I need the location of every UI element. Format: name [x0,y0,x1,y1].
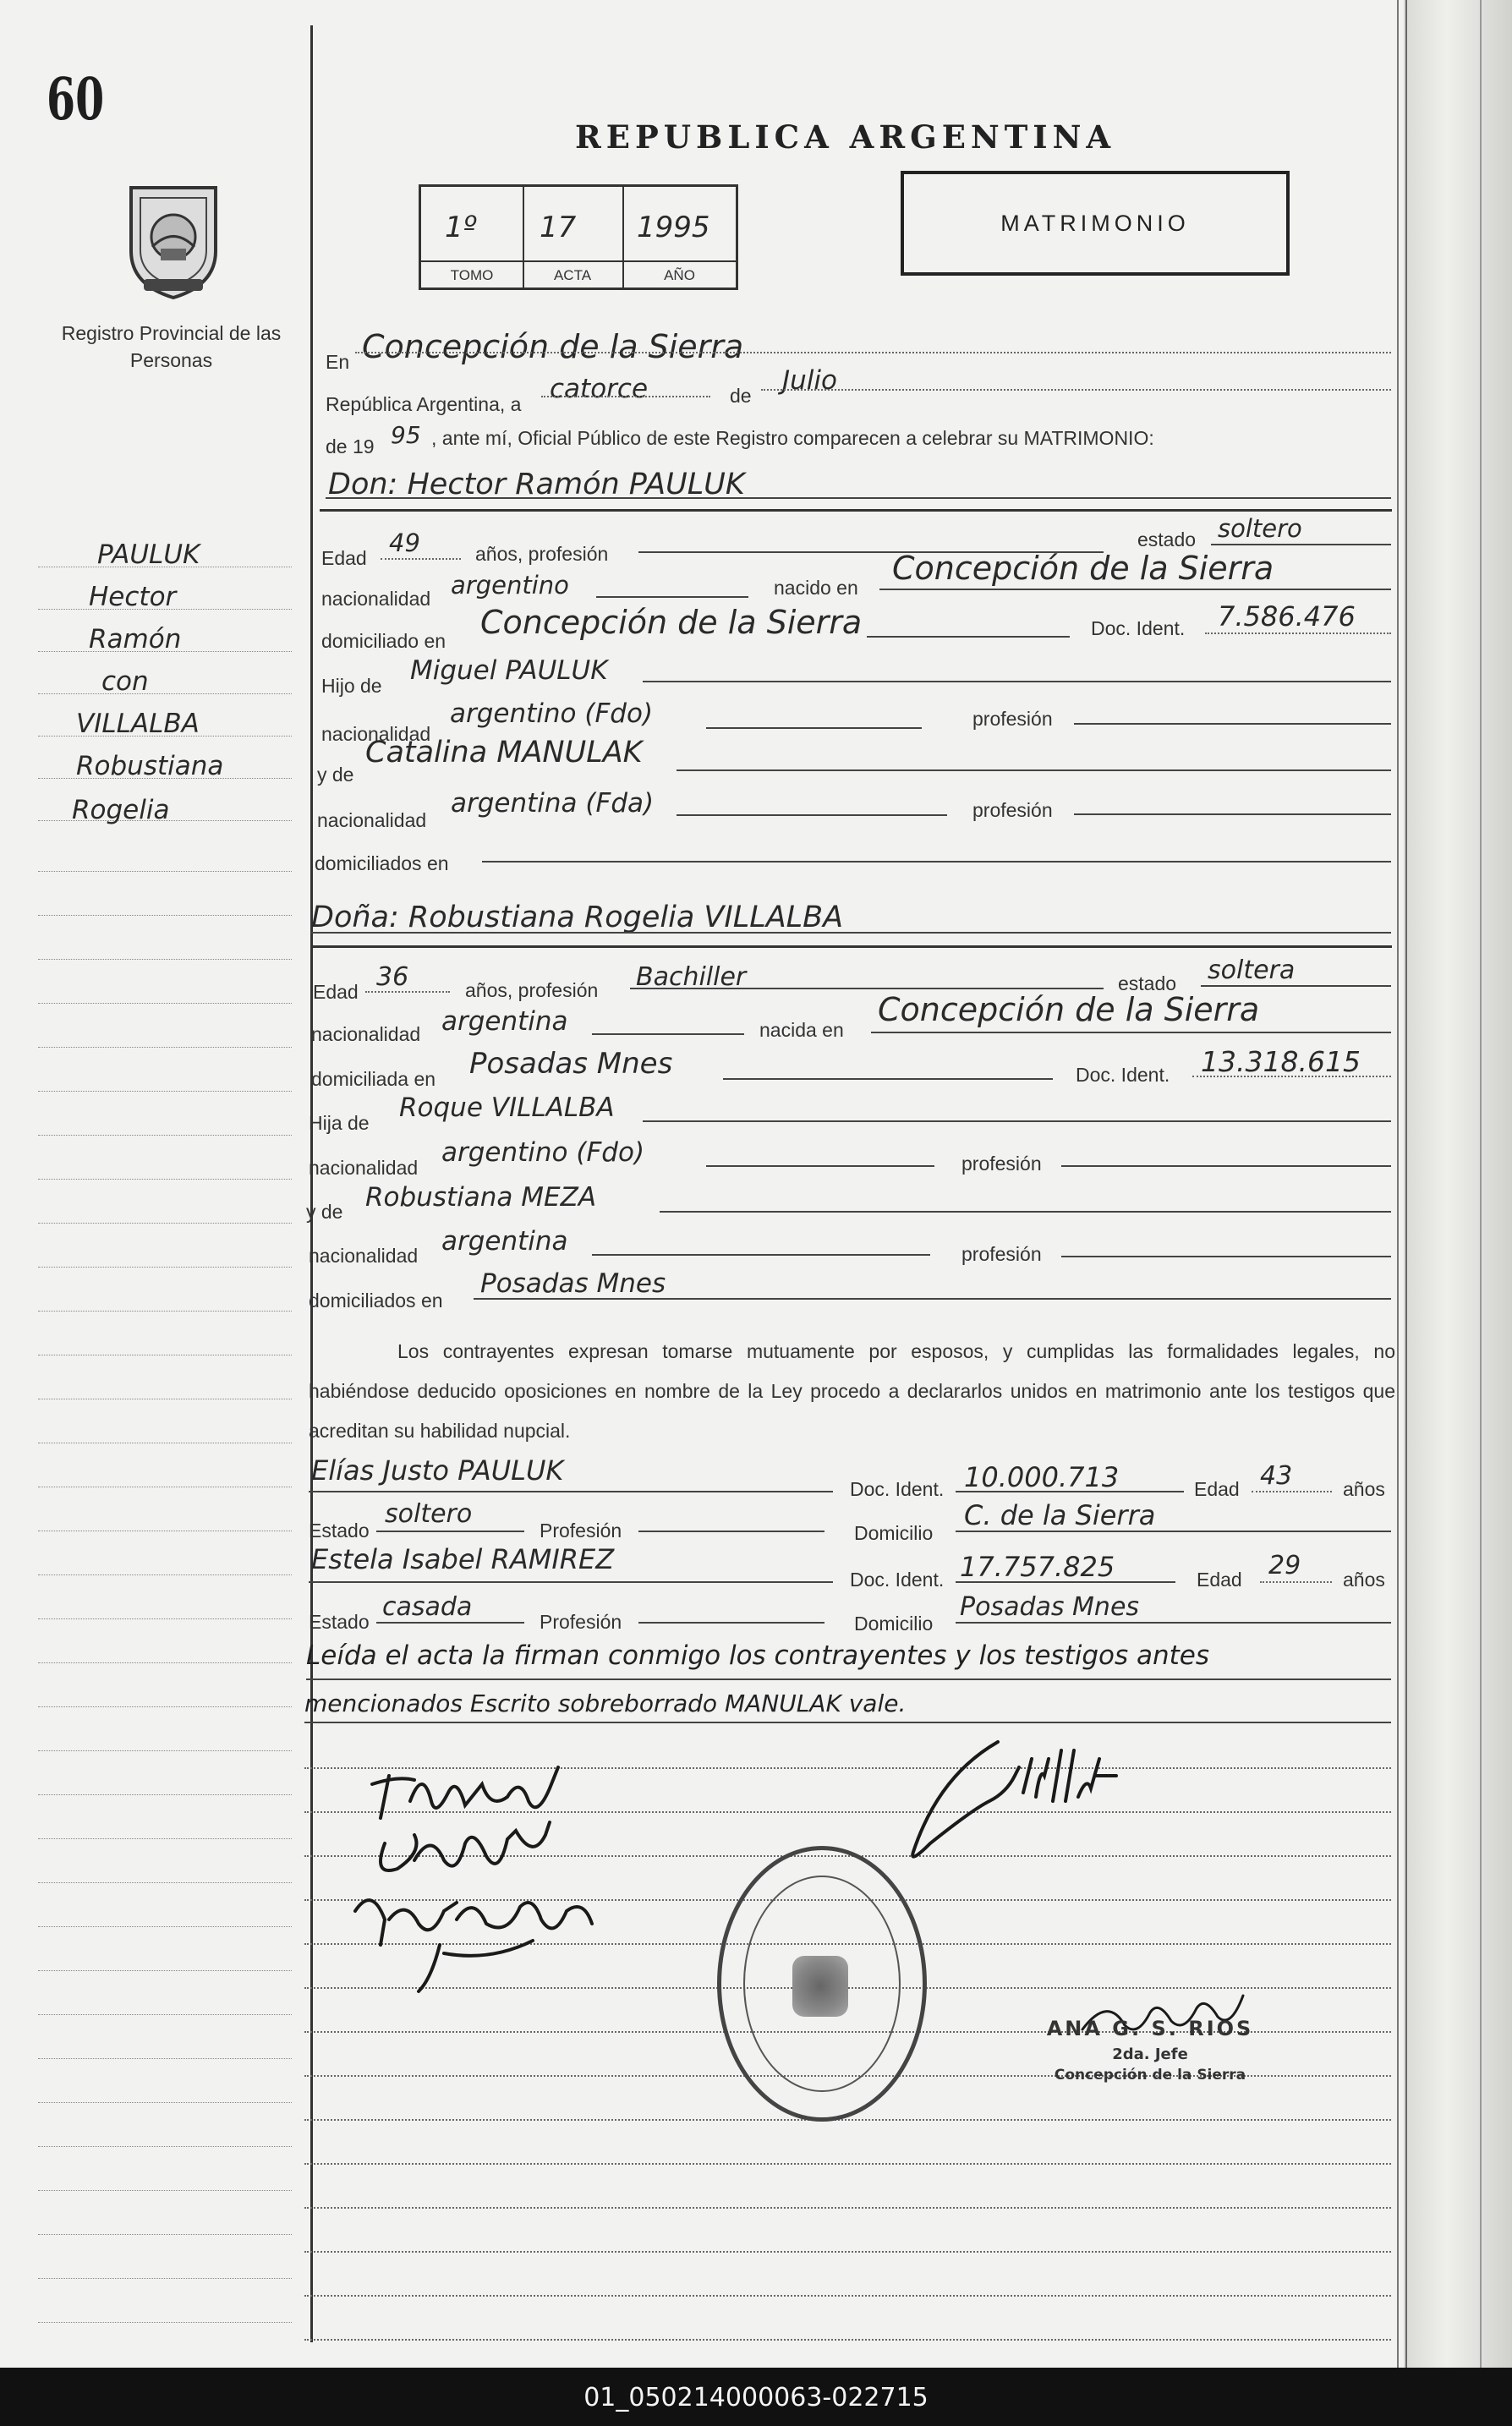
bride-title: Doña: Robustiana Rogelia VILLALBA [311,901,844,934]
month-value: Julio [782,365,837,396]
witness1-profesion-label: Profesión [540,1520,622,1542]
acta-label: ACTA [553,267,592,283]
margin-name: VILLALBA [76,709,200,739]
bride-padres-dom-label: domiciliados en [309,1290,443,1312]
groom-domicilio-label: domiciliado en [321,630,446,652]
tomo-label: TOMO [450,267,494,283]
year-value: 1995 [637,211,710,244]
groom-padre-prof-label: profesión [972,708,1053,730]
witness2-profesion-label: Profesión [540,1611,622,1633]
groom-padre-nac-value: argentino (Fdo) [450,698,654,729]
witness1-edad-label: Edad [1194,1478,1240,1500]
annotation-line-1: Leída el acta la firman conmigo los contrayentes y los testigos antes [306,1640,1210,1671]
bride-profesion-value: Bachiller [636,962,747,992]
official-place: Concepción de la Sierra [1054,2067,1246,2084]
legal-text: Los contrayentes expresan tomarse mutuamente por esposos, y cumplidas las formalidades legales, no habiéndose deducido oposiciones en nombre de la Ley procedo a declararlos unidos en matrimonio ante los testigos que acreditan su habilidad nupcial. [309,1340,1395,1442]
bride-padre-nac-value: argentino (Fdo) [441,1137,645,1168]
bride-estado-value: soltera [1208,956,1296,985]
bride-padre-nac-label: nacionalidad [309,1157,419,1179]
bride-domicilio-value: Posadas Mnes [469,1047,673,1081]
page-edge [1397,0,1399,2368]
groom-domicilio-value: Concepción de la Sierra [480,604,863,641]
acta-value: 17 [540,211,577,244]
witness1-edad-value: 43 [1260,1461,1293,1491]
bride-edad-value: 36 [376,962,409,992]
bride-nacionalidad-value: argentina [441,1006,568,1037]
groom-padre-label: Hijo de [321,675,382,697]
binding-edge [1404,0,1512,2368]
bride-madre-nac-value: argentina [441,1226,568,1257]
bride-profesion-label: años, profesión [465,979,599,1001]
tomo-value: 1º [445,211,477,244]
witness1-domicilio-label: Domicilio [854,1522,934,1544]
bride-nacionalidad-label: nacionalidad [311,1023,421,1045]
witness2-anos-label: años [1343,1569,1385,1591]
intro-year-value: 95 [391,421,421,449]
official-name: ANA G. S. RIOS [1046,2017,1254,2040]
groom-padre-nac-label: nacionalidad [321,723,431,745]
day-value: catorce [550,374,649,404]
official-stamp [717,1846,927,2122]
bride-edad-label: Edad [313,981,359,1003]
groom-edad-value: 49 [389,528,420,557]
witness2-doc-value: 17.757.825 [960,1551,1115,1583]
official-block [1015,2017,1285,2084]
intro-text: , ante mí, Oficial Público de este Registro comparecen a celebrar su MATRIMONIO: [431,427,1154,449]
official-role: 2da. Jefe [1112,2045,1188,2063]
bride-madre-prof-label: profesión [961,1243,1042,1265]
groom-profesion-label: años, profesión [475,543,609,565]
margin-name: Robustiana [76,751,224,781]
witness2-edad-label: Edad [1197,1569,1242,1591]
groom-madre-value: Catalina MANULAK [365,736,643,769]
groom-padre-value: Miguel PAULUK [410,655,608,686]
page-number: 60 [47,66,105,134]
witness2-edad-value: 29 [1268,1551,1301,1580]
bride-domicilio-label: domiciliada en [311,1068,436,1090]
witness2-estado-label: Estado [309,1611,370,1633]
place-value: Concepción de la Sierra [362,328,744,365]
country-heading: REPUBLICA ARGENTINA [575,118,1116,156]
bride-padre-value: Roque VILLALBA [399,1093,615,1123]
bride-doc-value: 13.318.615 [1201,1045,1361,1078]
bride-padres-dom-value: Posadas Mnes [480,1268,666,1299]
year-label: AÑO [664,267,695,283]
groom-edad-label: Edad [321,547,367,569]
witness2-domicilio-label: Domicilio [854,1613,934,1635]
bride-nacido-label: nacida en [759,1019,844,1041]
margin-name: Ramón [89,624,182,654]
groom-nacido-value: Concepción de la Sierra [892,550,1274,587]
republica-label: República Argentina, a [326,393,522,415]
legal-declaration [309,1332,1395,1451]
bride-nacido-value: Concepción de la Sierra [878,991,1260,1028]
bride-doc-label: Doc. Ident. [1076,1064,1170,1086]
groom-nacido-label: nacido en [774,577,858,599]
witness1-estado-value: soltero [385,1499,473,1529]
witness2-name: Estela Isabel RAMIREZ [311,1543,615,1575]
bride-madre-nac-label: nacionalidad [309,1245,419,1267]
en-label: En [326,351,350,373]
bride-padre-prof-label: profesión [961,1153,1042,1175]
registry-name: Registro Provincial de las Personas [61,322,282,371]
witness1-domicilio-value: C. de la Sierra [964,1499,1156,1531]
act-type-box: MATRIMONIO [901,171,1290,276]
witness1-doc-value: 10.000.713 [964,1461,1120,1493]
tomo-acta-ano-box [419,184,738,290]
bride-estado-label: estado [1118,972,1177,994]
bride-madre-label: y de [306,1201,343,1223]
witness2-estado-value: casada [382,1592,473,1622]
groom-title: Don: Hector Ramón PAULUK [328,468,745,501]
spouse-signature [896,1725,1175,1869]
year-prefix-label: de 19 [326,435,375,457]
groom-padres-dom-label: domiciliados en [315,852,449,874]
de-label: de [730,385,752,407]
misiones-seal-icon [118,179,228,302]
witness2-domicilio-value: Posadas Mnes [960,1592,1140,1622]
margin-name: con [101,666,149,697]
groom-madre-label: y de [317,764,354,786]
annotation-line-2: mencionados Escrito sobreborrado MANULAK vale. [304,1689,907,1717]
bride-padre-label: Hija de [309,1112,370,1134]
witness2-doc-label: Doc. Ident. [850,1569,945,1591]
witness1-estado-label: Estado [309,1520,370,1542]
margin-name: Hector [89,582,177,612]
groom-nacionalidad-value: argentino [451,571,569,600]
groom-madre-prof-label: profesión [972,799,1053,821]
witness-signatures [338,1750,643,2004]
witness1-doc-label: Doc. Ident. [850,1478,945,1500]
groom-doc-value: 7.586.476 [1218,600,1356,633]
margin-name: Rogelia [72,795,170,825]
witness1-name: Elías Justo PAULUK [311,1454,564,1487]
scan-id-label: 01_050214000063-022715 [583,2383,929,2412]
groom-madre-nac-label: nacionalidad [317,809,427,831]
bride-madre-value: Robustiana MEZA [365,1182,597,1213]
groom-doc-label: Doc. Ident. [1091,617,1186,639]
witness1-anos-label: años [1343,1478,1385,1500]
margin-name: PAULUK [97,539,200,570]
groom-estado-label: estado [1137,528,1197,550]
groom-nacionalidad-label: nacionalidad [321,588,431,610]
groom-madre-nac-value: argentina (Fda) [451,788,655,819]
margin-rule [310,25,313,2342]
groom-estado-value: soltero [1218,514,1302,543]
